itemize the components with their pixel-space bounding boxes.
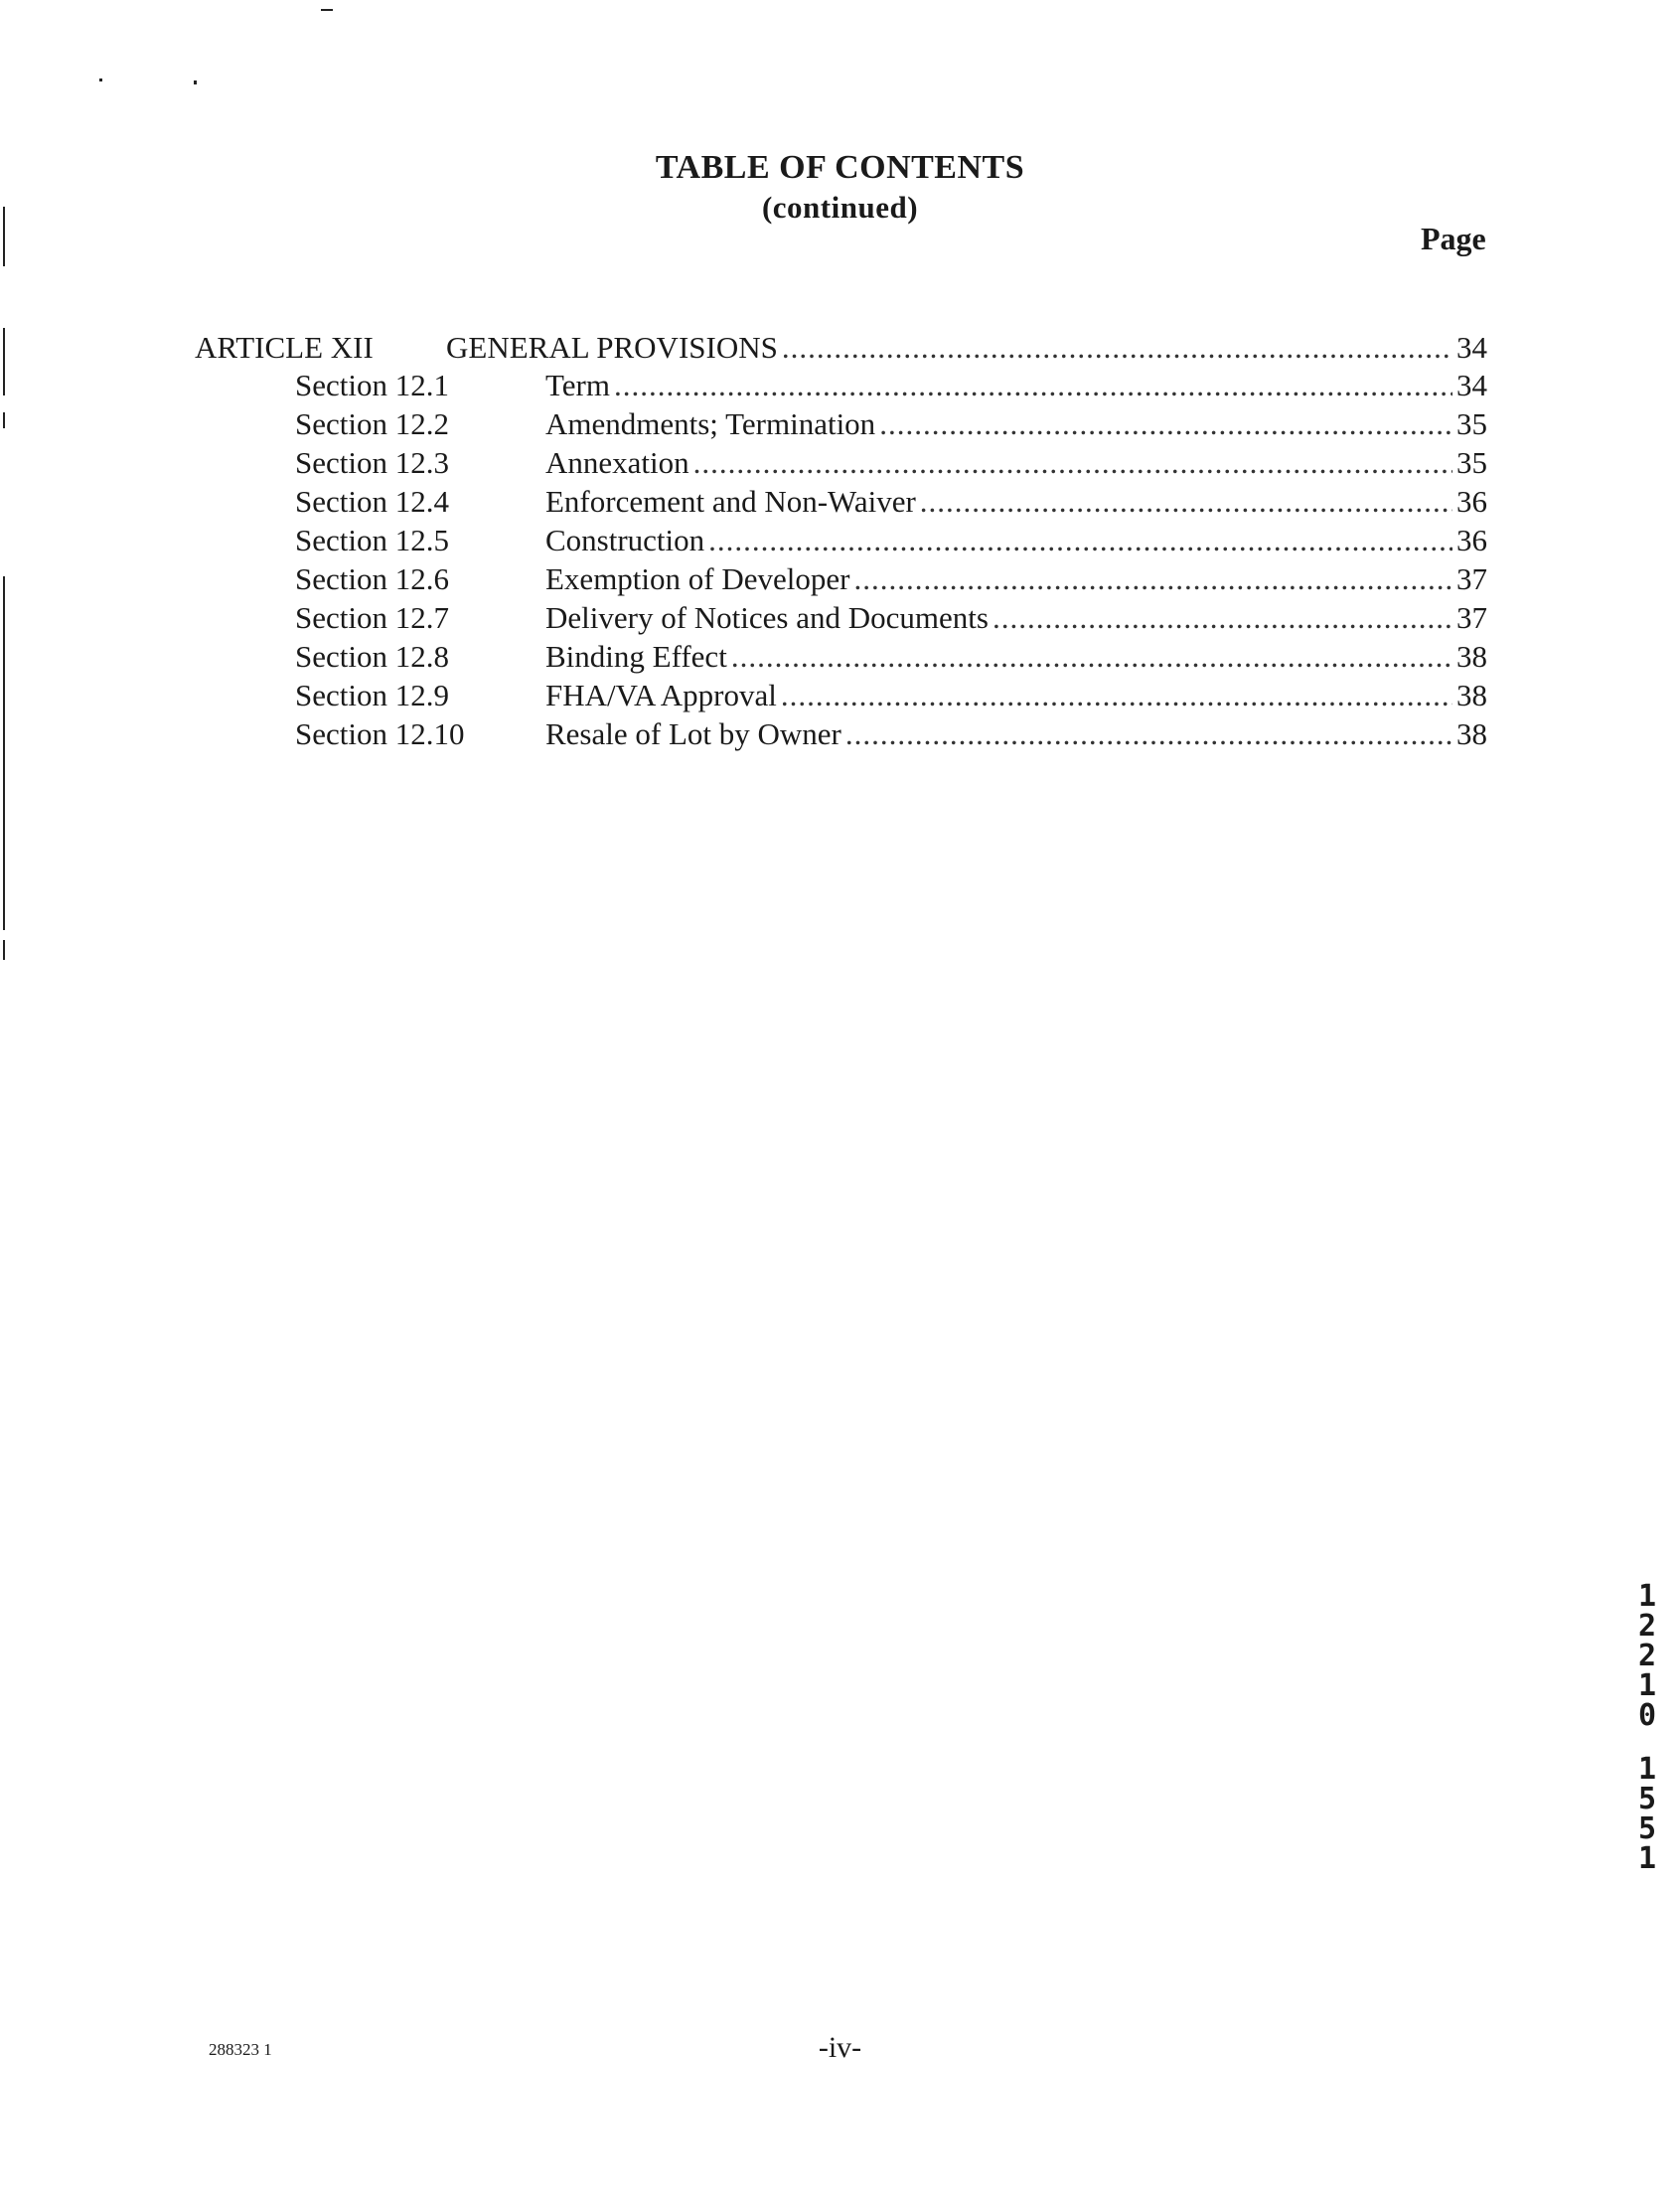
section-title: Enforcement and Non-Waiver xyxy=(545,484,916,519)
section-title: Amendments; Termination xyxy=(545,406,876,441)
toc-section-row xyxy=(0,714,1680,754)
article-number: ARTICLE XII xyxy=(195,330,374,365)
stamp-char: 2 xyxy=(1637,1609,1657,1644)
section-entry xyxy=(545,559,1487,599)
section-number: Section 12.10 xyxy=(295,716,465,751)
stamp-char: 5 xyxy=(1637,1811,1657,1846)
dot-leader xyxy=(708,521,1452,560)
document-id: 288323 1 xyxy=(209,2040,272,2059)
section-number: Section 12.9 xyxy=(295,678,449,712)
scan-mark-dot-2 xyxy=(194,80,197,84)
section-title: Binding Effect xyxy=(545,639,727,674)
section-title: Delivery of Notices and Documents xyxy=(545,600,989,635)
section-number: Section 12.3 xyxy=(295,445,449,480)
section-title: FHA/VA Approval xyxy=(545,678,777,712)
section-entry xyxy=(545,404,1487,444)
page-number: -iv- xyxy=(818,2031,862,2064)
section-entry xyxy=(545,714,1487,754)
scan-mark-left-5 xyxy=(3,940,5,960)
section-title: Term xyxy=(545,368,610,402)
section-number: Section 12.5 xyxy=(295,523,449,557)
toc-section-row xyxy=(0,637,1680,677)
section-page: 37 xyxy=(1456,600,1487,635)
section-title: Exemption of Developer xyxy=(545,561,850,596)
section-entry xyxy=(545,676,1487,715)
page-column-label: Page xyxy=(1421,221,1486,256)
section-page: 38 xyxy=(1456,716,1487,751)
dot-leader xyxy=(731,637,1452,677)
stamp-char: 1 xyxy=(1637,1752,1657,1787)
article-entry xyxy=(446,328,1487,368)
section-number: Section 12.8 xyxy=(295,639,449,674)
toc-section-row xyxy=(0,521,1680,560)
section-title: Resale of Lot by Owner xyxy=(545,716,841,751)
stamp-char: 2 xyxy=(1637,1639,1657,1673)
toc-title: TABLE OF CONTENTS xyxy=(655,149,1025,186)
scan-mark-top xyxy=(321,9,333,11)
article-title: GENERAL PROVISIONS xyxy=(446,330,778,365)
section-entry xyxy=(545,521,1487,560)
dot-leader xyxy=(845,714,1452,754)
toc-subtitle: (continued) xyxy=(761,190,919,225)
toc-section-row xyxy=(0,443,1680,483)
dot-leader xyxy=(853,559,1452,599)
section-title: Construction xyxy=(545,523,705,557)
toc-section-row xyxy=(0,482,1680,522)
section-number: Section 12.4 xyxy=(295,484,449,519)
dot-leader xyxy=(920,482,1452,522)
stamp-char: 0 xyxy=(1637,1698,1657,1733)
section-page: 35 xyxy=(1456,445,1487,480)
toc-article-row xyxy=(0,328,1680,368)
toc-section-row xyxy=(0,366,1680,405)
dot-leader xyxy=(879,404,1452,444)
section-number: Section 12.1 xyxy=(295,368,449,402)
section-page: 36 xyxy=(1456,484,1487,519)
section-number: Section 12.6 xyxy=(295,561,449,596)
toc-section-row xyxy=(0,598,1680,638)
section-page: 38 xyxy=(1456,639,1487,674)
section-entry xyxy=(545,482,1487,522)
section-number: Section 12.2 xyxy=(295,406,449,441)
stamp-char: 1 xyxy=(1637,1668,1657,1703)
section-entry xyxy=(545,637,1487,677)
section-entry xyxy=(545,366,1487,405)
stamp-char: 1 xyxy=(1637,1841,1657,1876)
dot-leader xyxy=(782,328,1452,368)
section-page: 34 xyxy=(1456,368,1487,402)
dot-leader xyxy=(993,598,1452,638)
stamp-char: 1 xyxy=(1637,1579,1657,1614)
stamp-char: 5 xyxy=(1637,1782,1657,1816)
toc-section-row xyxy=(0,559,1680,599)
side-stamp xyxy=(1627,1579,1667,1876)
dot-leader xyxy=(781,676,1452,715)
section-page: 37 xyxy=(1456,561,1487,596)
section-entry xyxy=(545,443,1487,483)
toc-section-row xyxy=(0,404,1680,444)
scan-mark-dot-1 xyxy=(99,79,102,81)
section-number: Section 12.7 xyxy=(295,600,449,635)
dot-leader xyxy=(693,443,1452,483)
dot-leader xyxy=(614,366,1452,405)
section-page: 35 xyxy=(1456,406,1487,441)
article-page: 34 xyxy=(1456,330,1487,365)
section-title: Annexation xyxy=(545,445,689,480)
section-page: 36 xyxy=(1456,523,1487,557)
toc-section-row xyxy=(0,676,1680,715)
section-page: 38 xyxy=(1456,678,1487,712)
section-entry xyxy=(545,598,1487,638)
